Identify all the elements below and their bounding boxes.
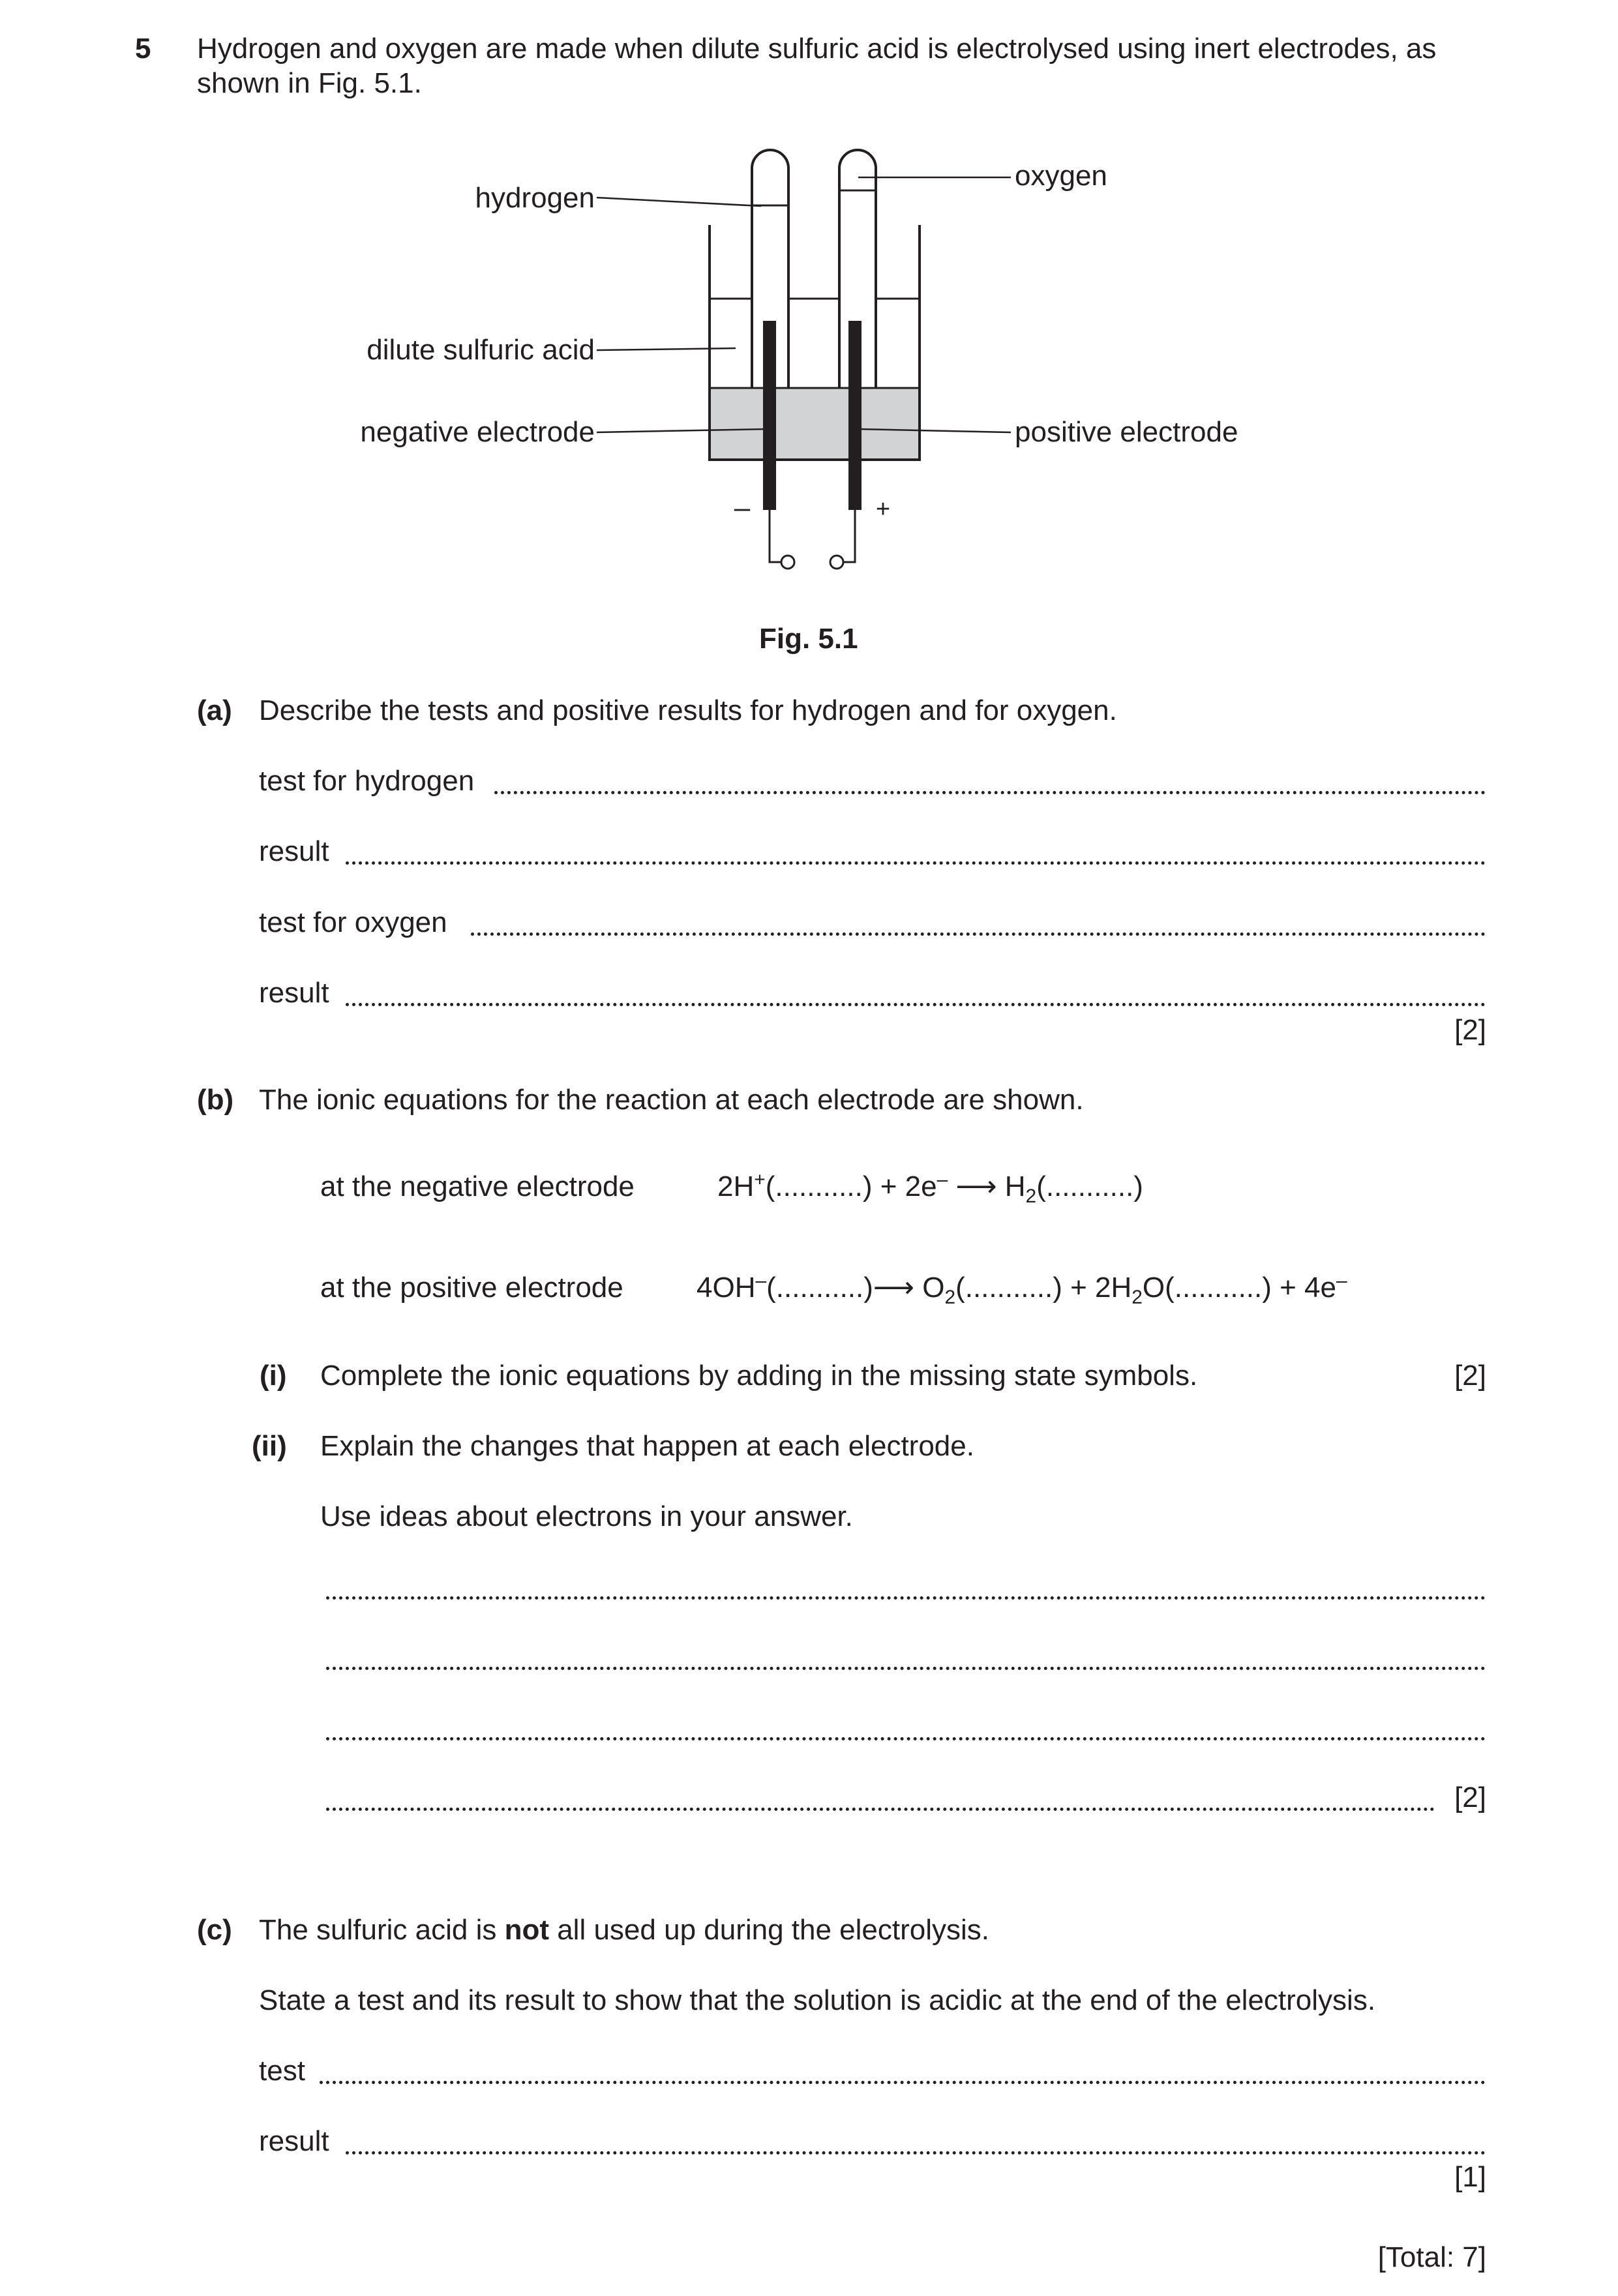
answer-line-b-ii-1[interactable] xyxy=(326,1596,1486,1600)
electrolysis-apparatus-diagram xyxy=(339,140,1291,597)
part-a-prompt: Describe the tests and positive results for hydrogen and for oxygen. xyxy=(259,694,1117,726)
answer-line-test-hydrogen[interactable] xyxy=(494,791,1486,794)
reaction-arrow: ⟶ xyxy=(873,1272,914,1304)
label-negative-electrode: negative electrode xyxy=(360,416,595,448)
label-positive-electrode: positive electrode xyxy=(1015,416,1238,448)
part-a-test-oxygen-label: test for oxygen xyxy=(259,906,447,938)
answer-line-b-ii-2[interactable] xyxy=(326,1667,1486,1670)
label-minus-sign: – xyxy=(734,492,751,524)
part-b-ii-marks: [2] xyxy=(1454,1782,1486,1813)
part-c-prompt2: State a test and its result to show that the solution is acidic at the end of the electrolysis. xyxy=(259,1984,1376,2016)
answer-line-b-ii-3[interactable] xyxy=(326,1737,1486,1740)
negative-terminal xyxy=(781,556,794,569)
reaction-arrow: ⟶ xyxy=(955,1170,997,1202)
negative-electrode xyxy=(763,321,776,510)
answer-line-result-oxygen[interactable] xyxy=(346,1003,1486,1006)
part-c-label: (c) xyxy=(197,1914,232,1946)
positive-terminal xyxy=(830,556,843,569)
part-a-result-hydrogen-label: result xyxy=(259,835,329,867)
negative-electrode-label: at the negative electrode xyxy=(320,1170,635,1202)
negative-electrode-equation: 2H+(...........) + 2e– ⟶ $H_2(...........)$ xyxy=(717,1169,1143,1207)
part-a-test-hydrogen-label: test for hydrogen xyxy=(259,765,475,797)
answer-line-test-oxygen[interactable] xyxy=(471,932,1486,936)
part-b-prompt: The ionic equations for the reaction at each electrode are shown. xyxy=(259,1084,1084,1116)
part-c-marks: [1] xyxy=(1454,2161,1486,2193)
part-b-i-label: (i) xyxy=(260,1360,287,1392)
acid-level-fill xyxy=(710,388,920,460)
positive-electrode xyxy=(848,321,861,510)
question-intro-line2: shown in Fig. 5.1. xyxy=(197,67,422,99)
part-c-test-label: test xyxy=(259,2055,305,2087)
part-b-ii-text: Explain the changes that happen at each electrode. xyxy=(320,1430,974,1462)
answer-line-c-test[interactable] xyxy=(320,2081,1486,2084)
positive-electrode-equation: 4OH–(...........)⟶ $O_2(...........) + 2H_2O(...........) + 4e^-$ xyxy=(697,1270,1347,1308)
figure-caption: Fig. 5.1 xyxy=(759,623,858,655)
label-hydrogen: hydrogen xyxy=(475,182,595,214)
part-b-i-text: Complete the ionic equations by adding in the missing state symbols. xyxy=(320,1360,1198,1392)
question-intro-line1: Hydrogen and oxygen are made when dilute sulfuric acid is electrolysed using inert electrodes, as xyxy=(197,33,1437,65)
part-c-result-label: result xyxy=(259,2125,329,2157)
answer-line-c-result[interactable] xyxy=(346,2151,1486,2154)
part-b-ii-text2: Use ideas about electrons in your answer. xyxy=(320,1500,853,1532)
part-a-marks: [2] xyxy=(1454,1014,1486,1046)
part-b-i-marks: [2] xyxy=(1454,1360,1486,1392)
part-a-result-oxygen-label: result xyxy=(259,977,329,1009)
label-oxygen: oxygen xyxy=(1015,160,1107,192)
total-marks: [Total: 7] xyxy=(1377,2241,1486,2273)
answer-line-result-hydrogen[interactable] xyxy=(346,861,1486,865)
label-dilute-sulfuric-acid: dilute sulfuric acid xyxy=(367,334,595,366)
part-b-label: (b) xyxy=(197,1084,234,1116)
part-b-ii-label: (ii) xyxy=(252,1430,287,1462)
label-plus-sign: + xyxy=(875,496,891,523)
answer-line-b-ii-4[interactable] xyxy=(326,1808,1435,1811)
question-number: 5 xyxy=(135,33,151,65)
positive-electrode-label: at the positive electrode xyxy=(320,1272,623,1304)
part-c-prompt: The sulfuric acid is not all used up during the electrolysis. xyxy=(259,1914,990,1946)
emphasis-not: not xyxy=(504,1914,549,1946)
part-a-label: (a) xyxy=(197,694,232,726)
